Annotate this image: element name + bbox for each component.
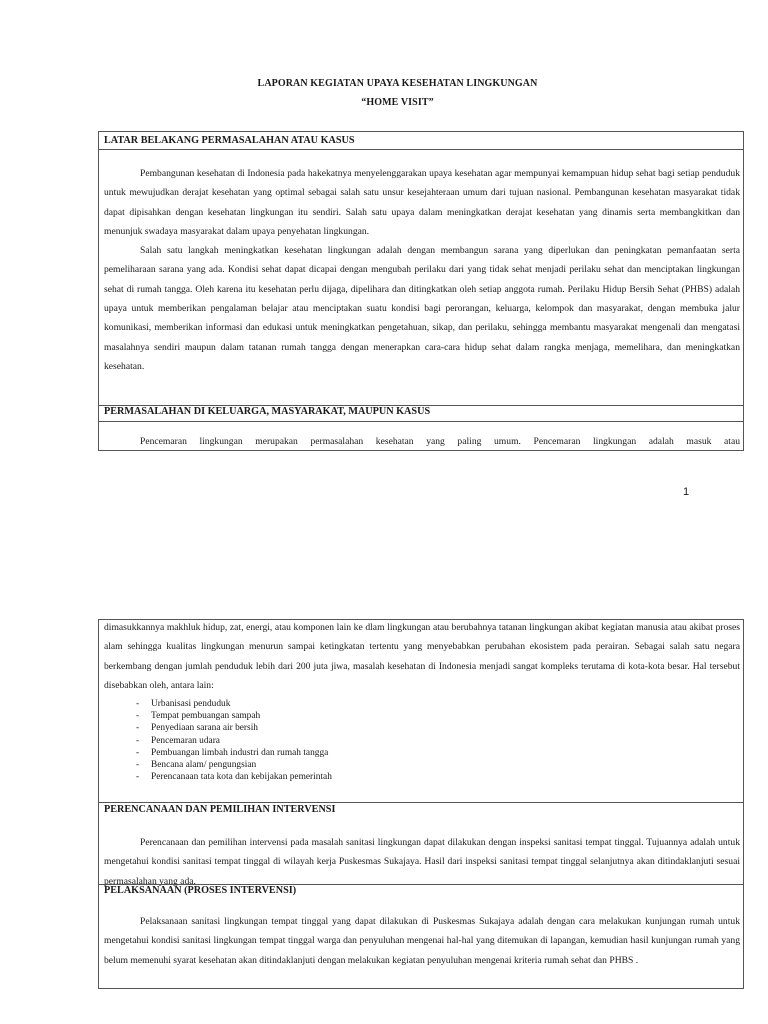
paragraph: Pencemaran lingkungan merupakan permasalahan kesehatan yang paling umum. Pencemaran lingkungan adalah masuk atau	[140, 436, 740, 447]
section-body-permasalahan-cont	[104, 619, 740, 695]
section-divider	[99, 149, 743, 150]
section-body-permasalahan	[104, 432, 740, 451]
section-divider	[99, 421, 743, 422]
paragraph: Pembangunan kesehatan di Indonesia pada hakekatnya menyelenggarakan upaya kesehatan agar mempunyai kemampuan hidup sehat bagi setiap penduduk untuk mewujudkan derajat kesehatan yang optimal sebagai salah satu unsur kesejahteraan umum dari tujuan nasional. Pembangunan kesehatan masyarakat tidak dapat dipisahkan dengan kesehatan lingkungan itu sendiri. Salah satu upaya dalam meningkatkan derajat kesehatan yang dinamis serta membangkitkan dan menunjuk swadaya masyarakat dalam upaya penyehatan lingkungan.	[104, 168, 740, 237]
paragraph: Perencanaan dan pemilihan intervensi pada masalah sanitasi lingkungan dapat dilakukan dengan inspeksi sanitasi tempat tinggal. Tujuannya adalah untuk mengetahui kondisi sanitasi tempat tinggal di wilayah kerja Puskesmas Sukajaya. Hasil dari inspeksi sanitasi tempat tinggal selanjutnya akan ditindaklanjuti sesuai permasalahan yang ada.	[104, 837, 740, 887]
section-body-pelaksanaan	[104, 912, 740, 970]
section-heading-latar-belakang: LATAR BELAKANG PERMASALAHAN ATAU KASUS	[104, 135, 355, 146]
section-body-latar-belakang	[104, 164, 740, 376]
list-item: - Penyediaan sarana air bersih	[136, 723, 258, 734]
report-title: LAPORAN KEGIATAN UPAYA KESEHATAN LINGKUNGAN	[257, 78, 538, 89]
page2-table	[98, 619, 744, 989]
page1-table	[98, 131, 744, 451]
paragraph: Salah satu langkah meningkatkan kesehatan lingkungan adalah dengan membangun sarana yang diperlukan dan peningkatan pemanfaatan serta pemeliharaan sarana yang ada. Kondisi sehat dapat dicapai dengan mengubah perilaku dari yang tidak sehat menjadi perilaku sehat dan menciptakan lingkungan sehat di rumah tangga. Oleh karena itu kesehatan perlu dijaga, dipelihara dan ditingkatkan oleh setiap anggota rumah. Perilaku Hidup Bersih Sehat (PHBS) adalah upaya untuk memberikan pengalaman belajar atau menciptakan suatu kondisi bagi perorangan, keluarga, kelompok dan masyarakat, dengan membuka jalur komunikasi, memberikan informasi dan edukasi untuk meningkatkan pengetahuan, sikap, dan perilaku, sehingga membantu masyarakat mengenali dan mengatasi masalahnya sendiri maupun dalam tatanan rumah tangga dengan menerapkan cara-cara hidup sehat dalam rangka menjaga, memelihara, dan meningkatkan kesehatan.	[104, 245, 740, 372]
report-subtitle: “HOME VISIT”	[361, 97, 434, 108]
section-heading-perencanaan: PERENCANAAN DAN PEMILIHAN INTERVENSI	[104, 804, 336, 815]
page-number: 1	[683, 486, 690, 498]
section-heading-permasalahan: PERMASALAHAN DI KELUARGA, MASYARAKAT, MAUPUN KASUS	[104, 406, 431, 417]
section-heading-pelaksanaan: PELAKSANAAN (PROSES INTERVENSI)	[104, 885, 297, 896]
list-item: - Bencana alam/ pengungsian	[136, 760, 257, 771]
paragraph: dimasukkannya makhluk hidup, zat, energi, atau komponen lain ke dlam lingkungan atau berubahnya tatanan lingkungan akibat kegiatan manusia atau akibat proses alam sehingga kualitas lingkungan menurun sampai ketingkatan tertentu yang menyebabkan perubahan ekosistem pada perairan. Sebagai salah satu negara berkembang dengan jumlah penduduk lebih dari 200 juta jiwa, masalah kesehatan di Indonesia menjadi sangat kompleks terutama di kota-kota besar. Hal tersebut disebabkan oleh, antara lain:	[104, 622, 740, 691]
cause-list	[104, 698, 332, 783]
list-item: - Pembuangan limbah industri dan rumah tangga	[136, 747, 329, 758]
list-item: - Perencanaan tata kota dan kebijakan pemerintah	[136, 772, 332, 783]
list-item: - Urbanisasi penduduk	[136, 699, 231, 709]
paragraph: Pelaksanaan sanitasi lingkungan tempat tinggal yang dapat dilakukan di Puskesmas Sukajaya adalah dengan cara melakukan kunjungan rumah untuk mengetahui kondisi sanitasi lingkungan tempat tinggal warga dan penyuluhan mengenai hal-hal yang ditemukan di lapangan, kemudian hasil kunjungan rumah yang belum memenuhi syarat kesehatan akan ditindaklanjuti dengan melakukan kegiatan penyuluhan mengenai kriteria rumah sehat dan PHBS .	[104, 916, 740, 966]
list-item: - Tempat pembuangan sampah	[136, 711, 261, 722]
section-body-perencanaan	[104, 833, 740, 891]
list-item: - Pencemaran udara	[136, 735, 220, 746]
section-divider	[99, 802, 743, 803]
